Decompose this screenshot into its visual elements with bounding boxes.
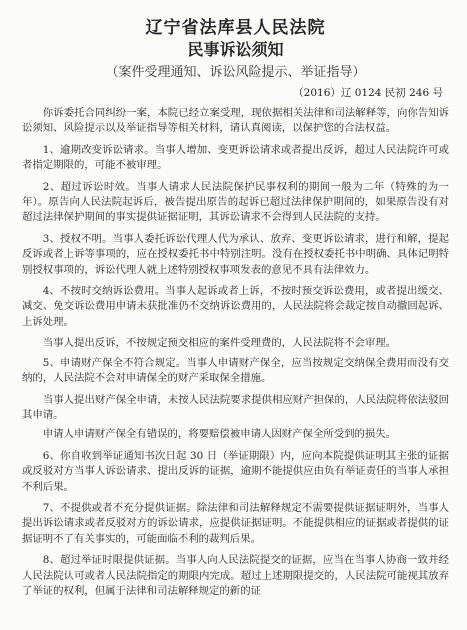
paragraph-item-5-guarantee: 当事人提出财产保全申请，未按人民法院要求提供相应财产担保的，人民法院将依法驳回其申请。 <box>22 393 449 421</box>
paragraph-item-4: 4、不按时交纳诉讼费用。当事人起诉或者上诉，不按时预交诉讼费用，或者提出缓交、减交、免交诉讼费用申请未获批准仍不交纳诉讼费用的，人民法院将会裁定按自动撤回起诉、上诉处理。 <box>22 285 449 328</box>
paragraph-item-5-liability: 申请人申请财产保全有错误的，将要赔偿被申请人因财产保全所受到的损失。 <box>42 428 397 441</box>
paragraph-item-1: 1、逾期改变诉讼请求。当事人增加、变更诉讼请求或者提出反诉，超过人民法院许可或者指定期限的，可能不被审理。 <box>22 143 449 172</box>
notice-title: 民事诉讼须知 <box>187 40 284 59</box>
paragraph-item-2: 2、超过诉讼时效。当事人请求人民法院保护民事权利的期间一般为二年（特殊的为一年）。原告向人民法院起诉后，被告提出原告的起诉已超过法律保护期间的，如果原告没有对超过法律保护期间的事实提供证据证明，其诉讼请求不会得到人民法院的支持。 <box>22 180 449 224</box>
notice-subtitle: （案件受理通知、诉讼风险提示、举证指导） <box>105 65 366 80</box>
paragraph-item-4-counterclaim: 当事人提出反诉，不按规定预交相应的案件受理费的，人民法院将不会审理。 <box>42 337 397 350</box>
paragraph-item-3: 3、授权不明。当事人委托诉讼代理人代为承认、放弃、变更诉讼请求，进行和解，提起反诉或者上诉等事项的，应在授权委托书中特别注明。没有在授权委托书中明确、具体记明特别授权事项的，诉讼代理人就上述特别授权事项发表的意见不具有法律效力。 <box>22 232 449 276</box>
case-number: （2016）辽 0124 民初 246 号 <box>293 87 443 99</box>
court-name-heading: 辽宁省法库县人民法院 <box>145 18 326 38</box>
paragraph-intro: 你诉委托合同纠纷一案，本院已经立案受理，现依据相关法律和司法解释等，向你告知诉讼须知、风险提示以及举证指导等相关材料，请认真阅读，以保护您的合法权益。 <box>22 107 449 135</box>
paragraph-item-5: 5、申请财产保全不符合规定。当事人申请财产保全，应当按规定交纳保全费用而没有交纳的，人民法院不会对申请保全的财产采取保全措施。 <box>22 356 449 385</box>
paragraph-item-7: 7、不提供或者不充分提供证据。除法律和司法解释规定不需要提供证据证明外，当事人提出诉讼请求或者反驳对方的诉讼请求，应提供证据证明。不能提供相应的证据或者提供的证据证明不了有关事实的，可能面临不利的裁判后果。 <box>22 501 449 545</box>
paragraph-item-8: 8、超过举证时限提供证据。当事人向人民法院提交的证据，应当在当事人协商一致并经人民法院认可或者人民法院指定的期限内完成。超过上述期限提交的，人民法院可能视其放弃了举证的权利，但属于法律和司法解释规定的新的证 <box>22 554 449 597</box>
notice-body <box>22 106 449 599</box>
paragraph-item-6: 6、你自收到举证通知书次日起 30 日（举证期限）内，应向本院提供证明其主张的证据或反驳对方当事人诉讼请求、提出反诉的证据，逾期不能提供应由负有举证责任的当事人承担不利后果。 <box>22 449 449 493</box>
